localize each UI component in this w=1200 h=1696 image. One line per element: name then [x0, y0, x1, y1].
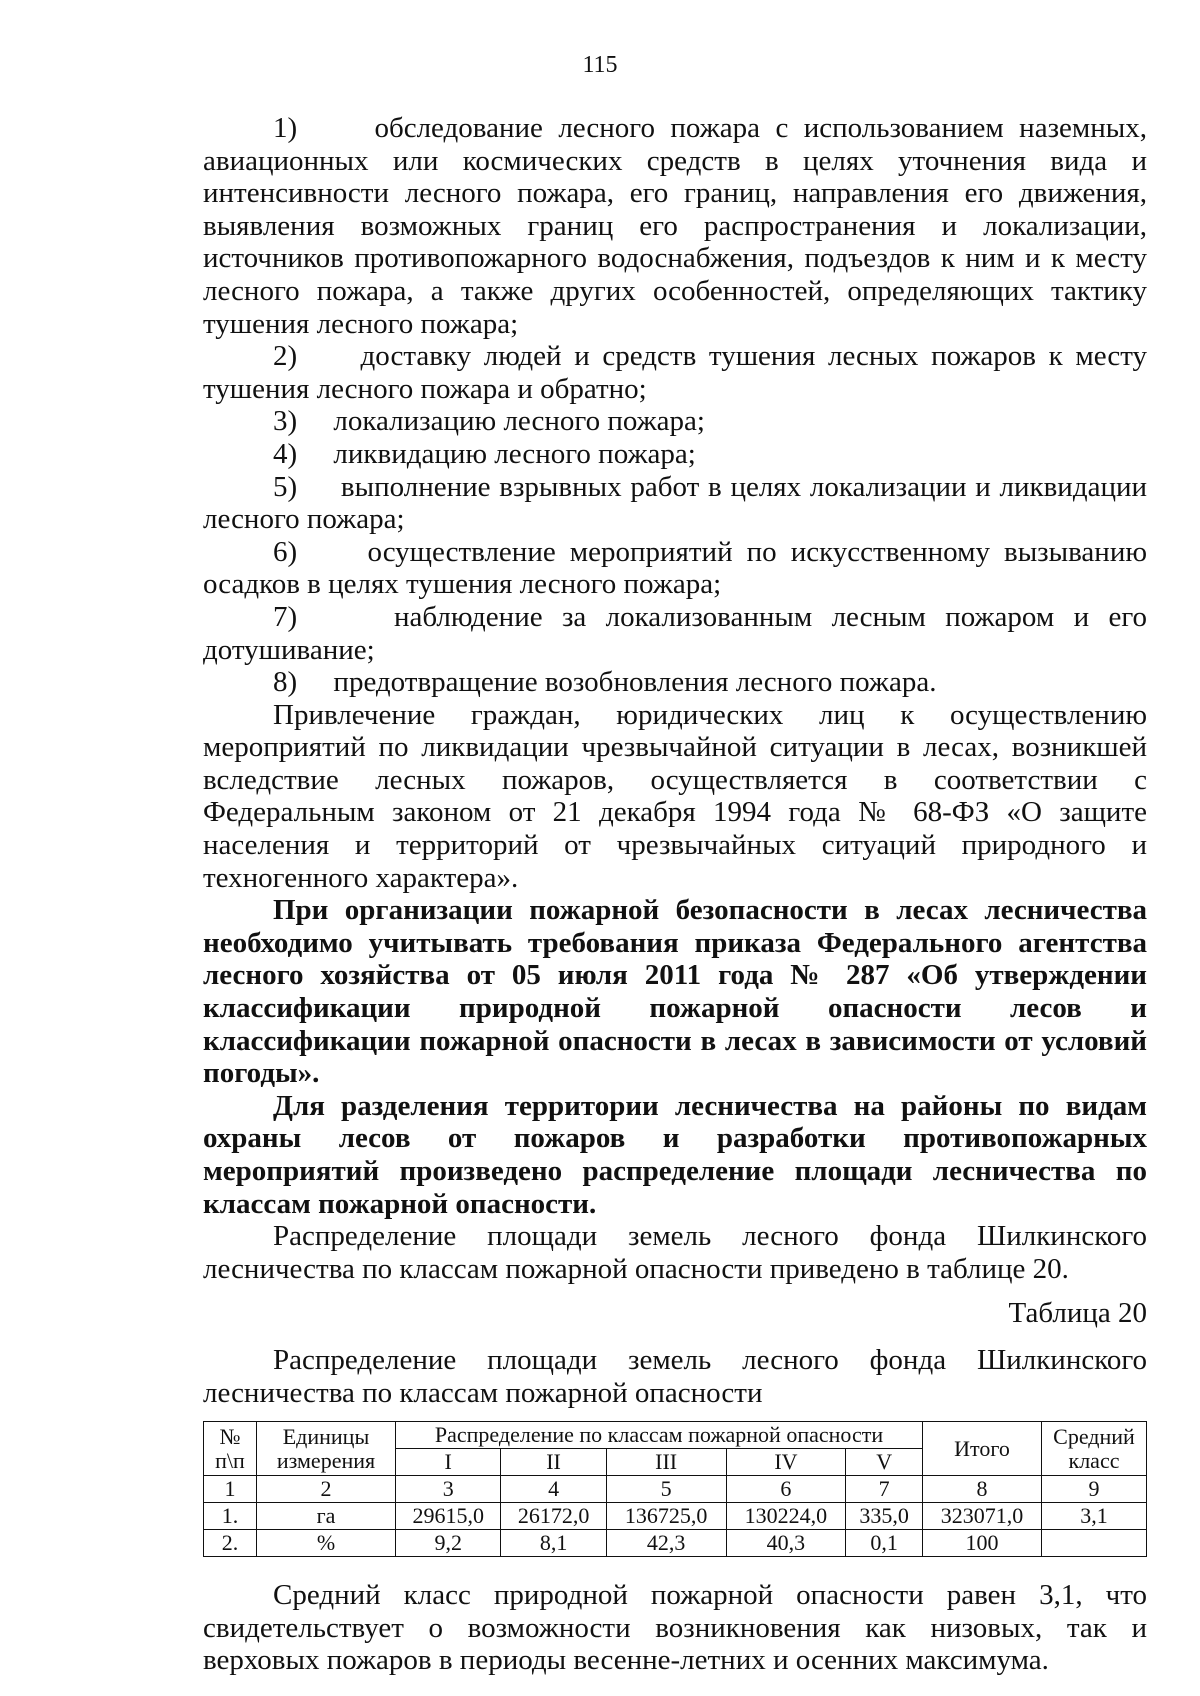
- list-item: [203, 536, 1147, 601]
- table-cell: га: [257, 1503, 396, 1530]
- table-cell: 42,3: [606, 1530, 726, 1557]
- table-cell: 5: [606, 1476, 726, 1503]
- list-item-text: выполнение взрывных работ в целях локализации и ликвидации лесного пожара;: [203, 470, 1148, 536]
- header-average-class: Средний класс: [1042, 1422, 1147, 1476]
- header-units: Единицы измерения: [257, 1422, 396, 1476]
- table-cell: 40,3: [726, 1530, 846, 1557]
- table-caption: Распределение площади земель лесного фонда Шилкинского лесничества по классам пожарной опасности: [203, 1343, 1147, 1409]
- table-cell: 136725,0: [606, 1503, 726, 1530]
- table-cell: 2.: [204, 1530, 257, 1557]
- list-item-text: обследование лесного пожара с использованием наземных, авиационных или космических средств в целях уточнения вида и интенсивности лесного пожара, его границ, направления его движения, выявления возможных границ его распространения и локализации, источников противопожарного водоснабжения, подъездов к ним и к месту лесного пожара, а также других особенностей, определяющих тактику тушения лесного пожара;: [203, 112, 1147, 340]
- class-header: III: [606, 1449, 726, 1476]
- list-item-text: доставку людей и средств тушения лесных пожаров к месту тушения лесного пожара и обратно;: [203, 340, 1147, 405]
- table-cell: 2: [257, 1476, 396, 1503]
- table-cell: 0,1: [846, 1530, 923, 1557]
- list-item-number: 6): [273, 535, 298, 568]
- list-item-number: 7): [273, 600, 298, 633]
- table-cell: 29615,0: [396, 1503, 501, 1530]
- document-body: [203, 112, 1147, 1677]
- list-item-text: предотвращение возобновления лесного пожара.: [333, 666, 937, 699]
- class-header: IV: [726, 1449, 846, 1476]
- table-cell: 3: [396, 1476, 501, 1503]
- list-item: [203, 666, 1147, 699]
- list-item-number: 5): [273, 470, 298, 503]
- paragraph-conclusion: Средний класс природной пожарной опасности равен 3,1, что свидетельствует о возможности возникновения как низовых, так и верховых пожаров в периоды весенне-летних и осенних максимума.: [203, 1579, 1147, 1677]
- class-header: V: [846, 1449, 923, 1476]
- paragraph-district-division: Для разделения территории лесничества на районы по видам охраны лесов от пожаров и разработки противопожарных мероприятий произведено распределение площади лесничества по классам пожарной опасности.: [203, 1089, 1147, 1220]
- table-cell: 7: [846, 1476, 923, 1503]
- class-header: I: [396, 1449, 501, 1476]
- paragraph-citizens-involvement: Привлечение граждан, юридических лиц к осуществлению мероприятий по ликвидации чрезвычайной ситуации в лесах, возникшей вследствие лесных пожаров, осуществляется в соответствии с Федеральным законом от 21 декабря 1994 года № 68-ФЗ «О защите населения и территорий от чрезвычайных ситуаций природного и техногенного характера».: [203, 698, 1147, 894]
- list-item: [203, 405, 1147, 438]
- table-cell: [1042, 1530, 1147, 1557]
- table-cell: 130224,0: [726, 1503, 846, 1530]
- table-header-row: [204, 1422, 1147, 1449]
- table-cell: 9,2: [396, 1530, 501, 1557]
- table-cell: 9: [1042, 1476, 1147, 1503]
- list-item: [203, 438, 1147, 471]
- fire-class-table: [203, 1421, 1147, 1557]
- table-cell: 3,1: [1042, 1503, 1147, 1530]
- table-cell: 4: [501, 1476, 606, 1503]
- page-number: 115: [582, 52, 618, 78]
- table-label: Таблица 20: [1008, 1297, 1147, 1330]
- list-item: [203, 340, 1147, 405]
- table-cell: 1.: [204, 1503, 257, 1530]
- list-item-text: осуществление мероприятий по искусственному вызыванию осадков в целях тушения лесного пожара;: [203, 535, 1147, 601]
- list-item-text: локализацию лесного пожара;: [333, 405, 705, 438]
- header-distribution: Распределение по классам пожарной опасности: [396, 1422, 923, 1449]
- list-item-number: 3): [273, 405, 298, 438]
- table-cell: 8,1: [501, 1530, 606, 1557]
- header-number: № п\п: [204, 1422, 257, 1476]
- paragraph-fire-safety-order: При организации пожарной безопасности в лесах лесничества необходимо учитывать требования приказа Федерального агентства лесного хозяйства от 05 июля 2011 года № 287 «Об утверждении классификации природной пожарной опасности лесов и классификации пожарной опасности в лесах в зависимости от условий погоды».: [203, 894, 1147, 1090]
- list-item: [203, 471, 1147, 536]
- table-row: [204, 1503, 1147, 1530]
- list-item: [203, 601, 1147, 666]
- list-item-number: 2): [273, 340, 298, 373]
- table-cell: 8: [923, 1476, 1042, 1503]
- table-cell: 323071,0: [923, 1503, 1042, 1530]
- list-item-number: 8): [273, 666, 298, 699]
- list-item-number: 4): [273, 437, 298, 470]
- table-index-row: [204, 1476, 1147, 1503]
- list-item-number: 1): [273, 112, 298, 144]
- table-cell: 335,0: [846, 1503, 923, 1530]
- table-cell: 100: [923, 1530, 1042, 1557]
- table-row: [204, 1530, 1147, 1557]
- table-cell: %: [257, 1530, 396, 1557]
- header-total: Итого: [923, 1422, 1042, 1476]
- class-header: II: [501, 1449, 606, 1476]
- table-cell: 6: [726, 1476, 846, 1503]
- list-item-text: наблюдение за локализованным лесным пожаром и его дотушивание;: [203, 600, 1148, 666]
- table-cell: 26172,0: [501, 1503, 606, 1530]
- list-item-text: ликвидацию лесного пожара;: [333, 437, 696, 470]
- paragraph-table-reference: Распределение площади земель лесного фонда Шилкинского лесничества по классам пожарной опасности приведено в таблице 20.: [203, 1220, 1147, 1285]
- list-item: [203, 112, 1147, 340]
- table-cell: 1: [204, 1476, 257, 1503]
